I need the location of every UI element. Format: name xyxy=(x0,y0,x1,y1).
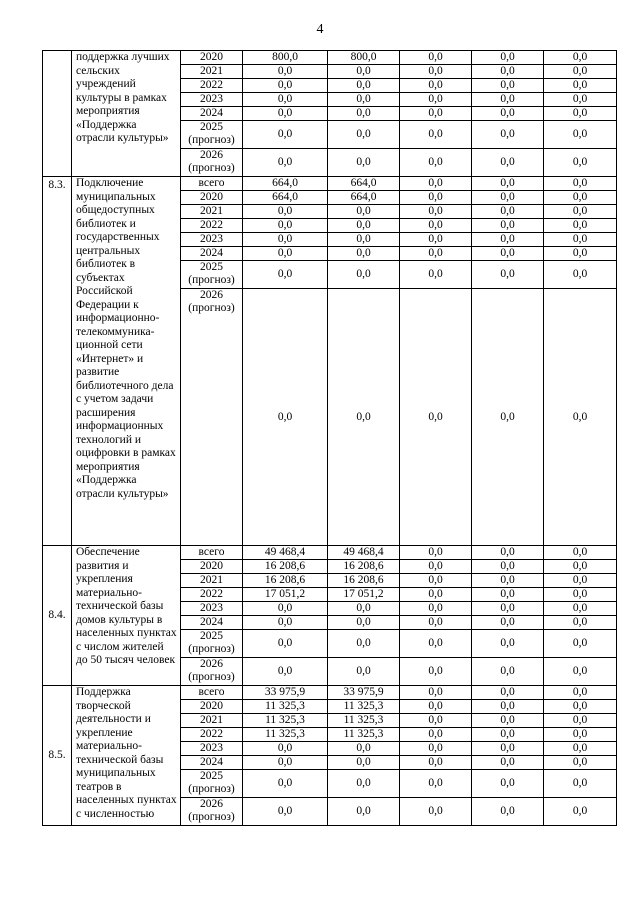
year-cell: 2020 xyxy=(181,51,243,65)
value-cell: 11 325,3 xyxy=(328,714,400,728)
value-cell: 0,0 xyxy=(328,770,400,798)
value-cell: 16 208,6 xyxy=(328,574,400,588)
value-cell: 17 051,2 xyxy=(328,588,400,602)
value-cell: 0,0 xyxy=(243,630,328,658)
year-cell xyxy=(181,289,243,546)
year-cell: 2020 xyxy=(181,191,243,205)
prognoz-label: (прогноз) xyxy=(188,811,235,823)
value-cell: 0,0 xyxy=(243,742,328,756)
year-cell: 2024 xyxy=(181,107,243,121)
section-description: Поддержка творческой деятельности и укрепление материально-технической базы муниципальных театров в населенных пунктах с численностью xyxy=(72,686,181,826)
value-cell: 0,0 xyxy=(544,121,617,149)
value-cell: 0,0 xyxy=(544,728,617,742)
value-cell: 0,0 xyxy=(400,742,472,756)
value-cell: 11 325,3 xyxy=(243,700,328,714)
value-cell: 0,0 xyxy=(243,247,328,261)
value-cell: 0,0 xyxy=(328,121,400,149)
value-cell: 0,0 xyxy=(472,205,544,219)
year-label: 2026 xyxy=(200,149,223,161)
value-cell: 0,0 xyxy=(400,289,472,546)
value-cell: 0,0 xyxy=(472,714,544,728)
value-cell: 0,0 xyxy=(472,686,544,700)
prognoz-label: (прогноз) xyxy=(188,274,235,286)
prognoz-label: (прогноз) xyxy=(188,134,235,146)
year-cell: 2022 xyxy=(181,79,243,93)
value-cell: 0,0 xyxy=(400,261,472,289)
value-cell: 0,0 xyxy=(243,79,328,93)
section-number: 8.3. xyxy=(43,177,72,546)
value-cell: 0,0 xyxy=(400,51,472,65)
value-cell: 16 208,6 xyxy=(243,574,328,588)
value-cell: 0,0 xyxy=(243,93,328,107)
value-cell: 0,0 xyxy=(328,616,400,630)
value-cell: 0,0 xyxy=(544,658,617,686)
year-cell: 2021 xyxy=(181,574,243,588)
year-cell: 2024 xyxy=(181,616,243,630)
value-cell: 0,0 xyxy=(328,149,400,177)
table-row xyxy=(43,51,617,65)
value-cell: 0,0 xyxy=(544,742,617,756)
value-cell: 664,0 xyxy=(328,191,400,205)
year-label: 2026 xyxy=(200,289,223,301)
value-cell: 0,0 xyxy=(400,233,472,247)
value-cell: 0,0 xyxy=(544,574,617,588)
value-cell: 0,0 xyxy=(544,560,617,574)
year-cell: 2020 xyxy=(181,560,243,574)
value-cell: 0,0 xyxy=(472,700,544,714)
value-cell: 0,0 xyxy=(243,233,328,247)
year-cell xyxy=(181,149,243,177)
value-cell: 0,0 xyxy=(243,602,328,616)
value-cell: 0,0 xyxy=(544,700,617,714)
value-cell: 0,0 xyxy=(400,546,472,560)
value-cell: 0,0 xyxy=(472,602,544,616)
value-cell: 0,0 xyxy=(243,289,328,546)
value-cell: 0,0 xyxy=(328,658,400,686)
value-cell: 0,0 xyxy=(400,93,472,107)
value-cell: 0,0 xyxy=(472,79,544,93)
year-cell: всего xyxy=(181,686,243,700)
year-cell xyxy=(181,770,243,798)
value-cell: 0,0 xyxy=(243,65,328,79)
value-cell: 0,0 xyxy=(544,65,617,79)
value-cell: 0,0 xyxy=(400,602,472,616)
value-cell: 0,0 xyxy=(328,756,400,770)
value-cell: 0,0 xyxy=(400,770,472,798)
value-cell: 0,0 xyxy=(328,261,400,289)
value-cell: 0,0 xyxy=(544,191,617,205)
section-number xyxy=(43,51,72,177)
value-cell: 0,0 xyxy=(472,560,544,574)
value-cell: 0,0 xyxy=(243,121,328,149)
value-cell: 0,0 xyxy=(400,686,472,700)
value-cell: 0,0 xyxy=(328,219,400,233)
prognoz-label: (прогноз) xyxy=(188,162,235,174)
year-label: 2026 xyxy=(200,658,223,670)
value-cell: 0,0 xyxy=(544,770,617,798)
value-cell: 0,0 xyxy=(400,205,472,219)
value-cell: 0,0 xyxy=(400,574,472,588)
value-cell: 0,0 xyxy=(400,798,472,826)
value-cell: 0,0 xyxy=(544,588,617,602)
table-row xyxy=(43,177,617,191)
value-cell: 0,0 xyxy=(328,798,400,826)
value-cell: 0,0 xyxy=(544,714,617,728)
section-description: поддержка лучших сельских учреждений культуры в рамках мероприятия «Поддержка отрасли культуры» xyxy=(72,51,181,177)
value-cell: 0,0 xyxy=(400,728,472,742)
prognoz-label: (прогноз) xyxy=(188,302,235,314)
value-cell: 0,0 xyxy=(328,107,400,121)
value-cell: 0,0 xyxy=(544,289,617,546)
value-cell: 0,0 xyxy=(400,149,472,177)
value-cell: 49 468,4 xyxy=(328,546,400,560)
value-cell: 17 051,2 xyxy=(243,588,328,602)
value-cell: 0,0 xyxy=(544,546,617,560)
value-cell: 0,0 xyxy=(243,658,328,686)
value-cell: 0,0 xyxy=(243,261,328,289)
value-cell: 0,0 xyxy=(400,588,472,602)
value-cell: 0,0 xyxy=(243,205,328,219)
table-body xyxy=(43,51,617,826)
section-number: 8.4. xyxy=(43,546,72,686)
value-cell: 0,0 xyxy=(544,798,617,826)
year-cell: 2023 xyxy=(181,233,243,247)
value-cell: 664,0 xyxy=(243,191,328,205)
value-cell: 0,0 xyxy=(472,149,544,177)
value-cell: 0,0 xyxy=(472,219,544,233)
year-label: 2025 xyxy=(200,121,223,133)
year-cell xyxy=(181,261,243,289)
value-cell: 11 325,3 xyxy=(243,728,328,742)
year-cell: 2022 xyxy=(181,728,243,742)
value-cell: 0,0 xyxy=(328,79,400,93)
section-number: 8.5. xyxy=(43,686,72,826)
value-cell: 0,0 xyxy=(544,247,617,261)
value-cell: 0,0 xyxy=(472,770,544,798)
value-cell: 16 208,6 xyxy=(243,560,328,574)
value-cell: 0,0 xyxy=(400,700,472,714)
value-cell: 0,0 xyxy=(400,191,472,205)
value-cell: 0,0 xyxy=(472,616,544,630)
value-cell: 0,0 xyxy=(544,149,617,177)
prognoz-label: (прогноз) xyxy=(188,783,235,795)
value-cell: 0,0 xyxy=(400,714,472,728)
value-cell: 11 325,3 xyxy=(328,700,400,714)
value-cell: 16 208,6 xyxy=(328,560,400,574)
value-cell: 0,0 xyxy=(243,770,328,798)
value-cell: 0,0 xyxy=(472,658,544,686)
value-cell: 0,0 xyxy=(544,261,617,289)
year-cell: 2023 xyxy=(181,742,243,756)
year-cell: 2024 xyxy=(181,756,243,770)
value-cell: 0,0 xyxy=(544,219,617,233)
value-cell: 33 975,9 xyxy=(243,686,328,700)
value-cell: 0,0 xyxy=(400,247,472,261)
value-cell: 0,0 xyxy=(472,798,544,826)
value-cell: 0,0 xyxy=(400,630,472,658)
year-cell: 2021 xyxy=(181,65,243,79)
year-cell: 2020 xyxy=(181,700,243,714)
value-cell: 664,0 xyxy=(328,177,400,191)
value-cell: 800,0 xyxy=(328,51,400,65)
year-cell: 2021 xyxy=(181,714,243,728)
value-cell: 0,0 xyxy=(472,742,544,756)
value-cell: 0,0 xyxy=(472,51,544,65)
year-label: 2025 xyxy=(200,261,223,273)
value-cell: 0,0 xyxy=(328,65,400,79)
section-description: Подключение муниципальных общедоступных библиотек и государственных центральных библиотек в субъектах Российской Федерации к информационно-телекоммуника-ционной сети «Интернет» и развитие библиотечного дела с учетом задачи расширения информационных технологий и оцифровки в рамках мероприятия «Поддержка отрасли культуры» xyxy=(72,177,181,546)
value-cell: 0,0 xyxy=(243,616,328,630)
value-cell: 0,0 xyxy=(400,219,472,233)
page-number: 4 xyxy=(316,22,324,37)
year-cell xyxy=(181,630,243,658)
year-cell: 2021 xyxy=(181,205,243,219)
value-cell: 0,0 xyxy=(472,247,544,261)
value-cell: 0,0 xyxy=(328,289,400,546)
value-cell: 0,0 xyxy=(472,728,544,742)
year-cell: всего xyxy=(181,177,243,191)
value-cell: 0,0 xyxy=(400,560,472,574)
year-cell: 2024 xyxy=(181,247,243,261)
value-cell: 0,0 xyxy=(328,742,400,756)
value-cell: 0,0 xyxy=(243,756,328,770)
value-cell: 0,0 xyxy=(544,205,617,219)
value-cell: 0,0 xyxy=(400,65,472,79)
value-cell: 0,0 xyxy=(328,233,400,247)
year-cell: 2023 xyxy=(181,93,243,107)
prognoz-label: (прогноз) xyxy=(188,671,235,683)
value-cell: 0,0 xyxy=(472,177,544,191)
value-cell: 0,0 xyxy=(328,247,400,261)
value-cell: 0,0 xyxy=(400,121,472,149)
value-cell: 0,0 xyxy=(243,798,328,826)
value-cell: 0,0 xyxy=(472,630,544,658)
value-cell: 33 975,9 xyxy=(328,686,400,700)
value-cell: 0,0 xyxy=(472,191,544,205)
year-cell: всего xyxy=(181,546,243,560)
value-cell: 0,0 xyxy=(243,149,328,177)
value-cell: 0,0 xyxy=(472,121,544,149)
value-cell: 0,0 xyxy=(243,107,328,121)
value-cell: 0,0 xyxy=(472,65,544,79)
value-cell: 0,0 xyxy=(400,616,472,630)
value-cell: 0,0 xyxy=(328,205,400,219)
value-cell: 11 325,3 xyxy=(328,728,400,742)
value-cell: 0,0 xyxy=(472,756,544,770)
year-label: 2025 xyxy=(200,770,223,782)
value-cell: 800,0 xyxy=(243,51,328,65)
value-cell: 0,0 xyxy=(544,177,617,191)
year-label: 2026 xyxy=(200,798,223,810)
value-cell: 0,0 xyxy=(400,756,472,770)
year-cell: 2023 xyxy=(181,602,243,616)
prognoz-label: (прогноз) xyxy=(188,643,235,655)
value-cell: 49 468,4 xyxy=(243,546,328,560)
value-cell: 0,0 xyxy=(544,79,617,93)
value-cell: 0,0 xyxy=(544,630,617,658)
year-cell xyxy=(181,658,243,686)
value-cell: 0,0 xyxy=(328,630,400,658)
value-cell: 0,0 xyxy=(544,686,617,700)
value-cell: 664,0 xyxy=(243,177,328,191)
value-cell: 0,0 xyxy=(472,289,544,546)
value-cell: 0,0 xyxy=(472,588,544,602)
value-cell: 0,0 xyxy=(544,602,617,616)
year-cell: 2022 xyxy=(181,588,243,602)
value-cell: 0,0 xyxy=(400,658,472,686)
value-cell: 0,0 xyxy=(472,546,544,560)
table-row xyxy=(43,686,617,700)
year-label: 2025 xyxy=(200,630,223,642)
budget-table xyxy=(42,50,617,826)
value-cell: 0,0 xyxy=(400,107,472,121)
value-cell: 0,0 xyxy=(544,756,617,770)
value-cell: 0,0 xyxy=(472,574,544,588)
value-cell: 0,0 xyxy=(544,233,617,247)
value-cell: 0,0 xyxy=(472,93,544,107)
year-cell xyxy=(181,798,243,826)
year-cell xyxy=(181,121,243,149)
value-cell: 0,0 xyxy=(472,107,544,121)
value-cell: 0,0 xyxy=(544,51,617,65)
year-cell: 2022 xyxy=(181,219,243,233)
value-cell: 0,0 xyxy=(472,233,544,247)
value-cell: 0,0 xyxy=(544,93,617,107)
value-cell: 11 325,3 xyxy=(243,714,328,728)
value-cell: 0,0 xyxy=(400,177,472,191)
value-cell: 0,0 xyxy=(472,261,544,289)
value-cell: 0,0 xyxy=(544,107,617,121)
table-row xyxy=(43,546,617,560)
section-description: Обеспечение развития и укрепления материально-технической базы домов культуры в населенных пунктах с числом жителей до 50 тысяч человек xyxy=(72,546,181,686)
value-cell: 0,0 xyxy=(328,93,400,107)
value-cell: 0,0 xyxy=(243,219,328,233)
value-cell: 0,0 xyxy=(544,616,617,630)
value-cell: 0,0 xyxy=(400,79,472,93)
value-cell: 0,0 xyxy=(328,602,400,616)
